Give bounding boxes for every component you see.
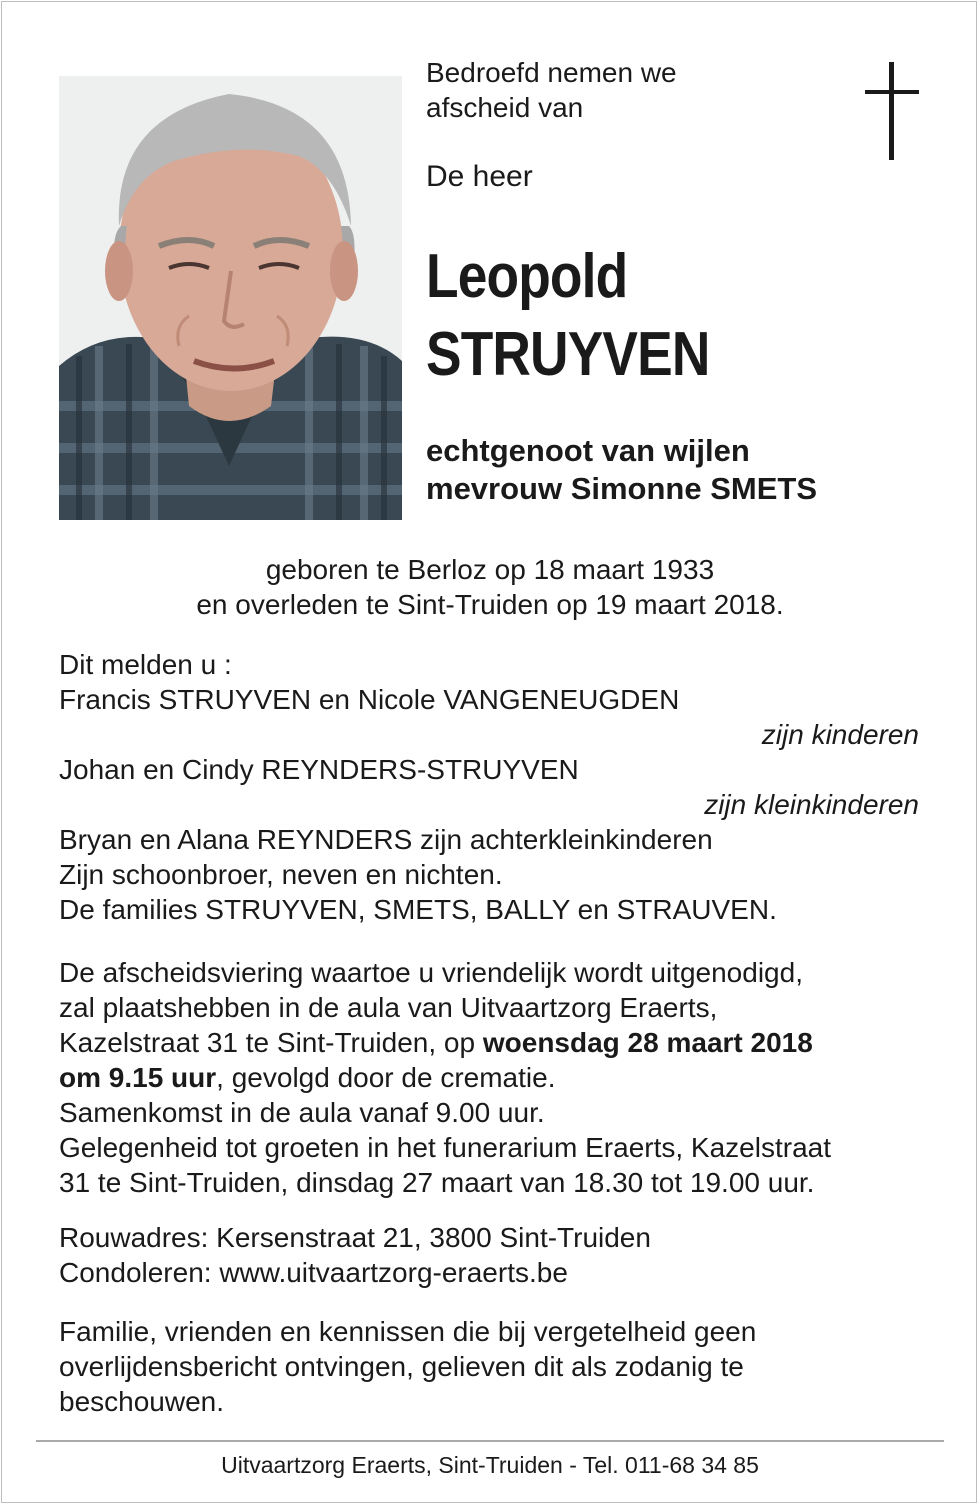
great-grandchildren: Bryan en Alana REYNDERS zijn achterkleinkinderen — [59, 824, 713, 855]
footer-text: Uitvaartzorg Eraerts, Sint-Truiden - Tel. 011-68 34 85 — [221, 1452, 759, 1478]
deceased-name — [426, 238, 709, 394]
ceremony-followup: , gevolgd door de crematie. — [216, 1062, 556, 1093]
spouse-line-1: echtgenoot van wijlen — [426, 433, 750, 468]
ceremony-line-2: zal plaatshebben in de aula van Uitvaartzorg Eraerts, — [59, 992, 718, 1023]
notice-line-2: overlijdensbericht ontvingen, gelieven dit als zodanig te — [59, 1351, 744, 1382]
portrait-photo — [59, 76, 402, 520]
spouse-info — [426, 432, 817, 508]
honorific: De heer — [426, 160, 533, 193]
ceremony-line-4 — [59, 1060, 919, 1095]
intro-line-1: Bedroefd nemen we — [426, 57, 677, 88]
intro-text — [426, 55, 677, 125]
children-role: zijn kinderen — [761, 719, 919, 750]
ceremony-line-7: 31 te Sint-Truiden, dinsdag 27 maart van 18.30 tot 19.00 uur. — [59, 1167, 815, 1198]
grandchildren-role: zijn kleinkinderen — [704, 789, 919, 820]
died-line: en overleden te Sint-Truiden op 19 maart 2018. — [196, 589, 784, 620]
ceremony-location: Kazelstraat 31 te Sint-Truiden, op — [59, 1027, 483, 1058]
ceremony-time: om 9.15 uur — [59, 1062, 217, 1093]
address-section — [59, 1220, 919, 1290]
notice-line-3: beschouwen. — [59, 1386, 225, 1417]
cross-icon — [862, 62, 922, 160]
relatives: Zijn schoonbroer, neven en nichten. — [59, 859, 503, 890]
first-name: Leopold — [426, 242, 628, 311]
spouse-line-2: mevrouw Simonne SMETS — [426, 471, 818, 506]
born-line: geboren te Berloz op 18 maart 1933 — [265, 554, 715, 585]
ceremony-line-6: Gelegenheid tot groeten in het funerarium Eraerts, Kazelstraat — [59, 1132, 831, 1163]
condoleren-link[interactable]: Condoleren: www.uitvaartzorg-eraerts.be — [59, 1257, 568, 1288]
footer-divider — [36, 1440, 944, 1442]
life-dates — [0, 552, 980, 622]
family-intro: Dit melden u : — [59, 649, 232, 680]
grandchildren-names: Johan en Cindy REYNDERS-STRUYVEN — [59, 754, 579, 785]
family-section — [59, 647, 919, 927]
notice-line-1: Familie, vrienden en kennissen die bij vergetelheid geen — [59, 1316, 757, 1347]
ceremony-date: woensdag 28 maart 2018 — [482, 1027, 813, 1058]
ceremony-line-5: Samenkomst in de aula vanaf 9.00 uur. — [59, 1097, 545, 1128]
intro-line-2: afscheid van — [426, 92, 584, 123]
notice-section — [59, 1314, 919, 1419]
ceremony-line-1: De afscheidsviering waartoe u vriendelijk wordt uitgenodigd, — [59, 957, 803, 988]
families: De families STRUYVEN, SMETS, BALLY en STRAUVEN. — [59, 894, 777, 925]
last-name: STRUYVEN — [426, 320, 710, 389]
children-names: Francis STRUYVEN en Nicole VANGENEUGDEN — [59, 684, 680, 715]
rouwadres: Rouwadres: Kersenstraat 21, 3800 Sint-Truiden — [59, 1222, 651, 1253]
ceremony-section — [59, 955, 919, 1200]
ceremony-line-3 — [59, 1025, 919, 1060]
